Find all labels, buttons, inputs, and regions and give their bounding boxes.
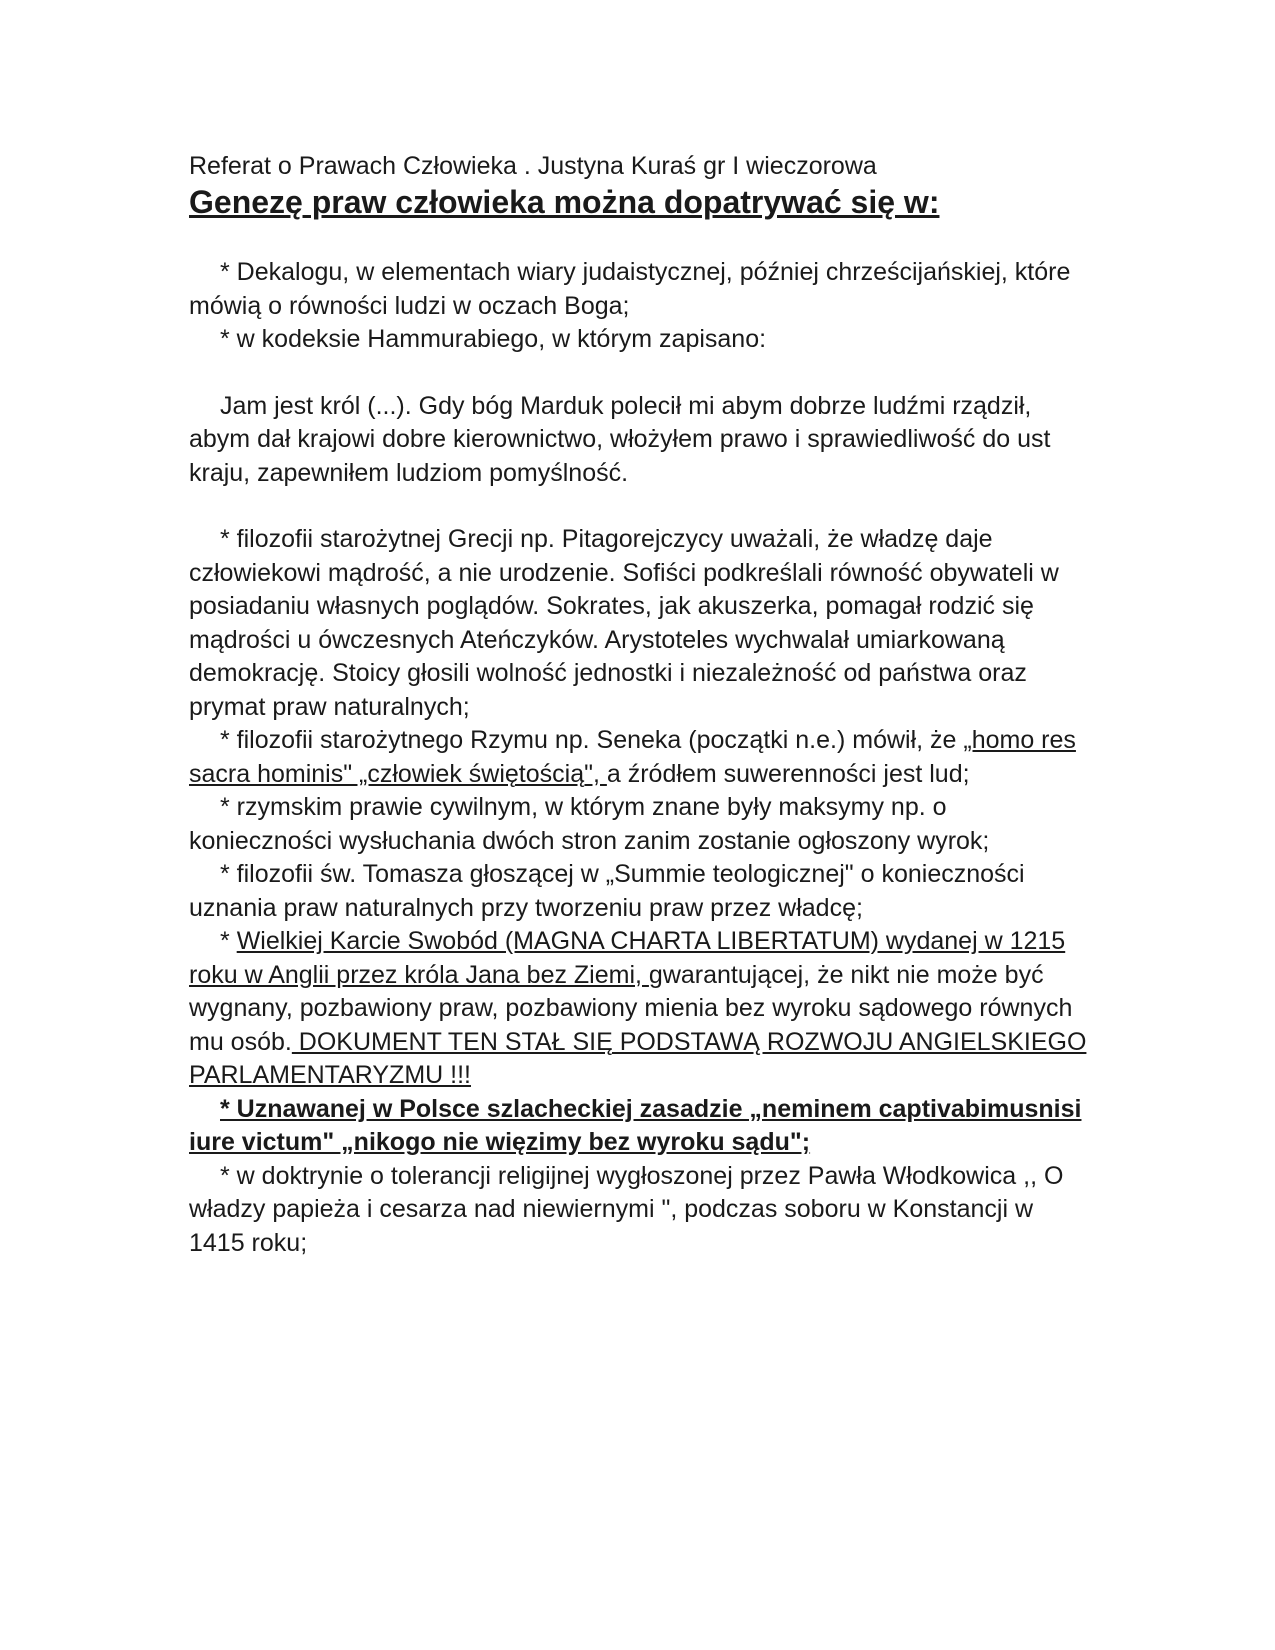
document-header: Referat o Prawach Człowieka . Justyna Kuraś gr I wieczorowa [189, 152, 877, 180]
spacer [189, 490, 1094, 523]
paragraph-magna-charta [189, 925, 1094, 1093]
paragraph-prawo-cywilne: * rzymskim prawie cywilnym, w którym znane były maksymy np. o konieczności wysłuchania dwóch stron zanim zostanie ogłoszony wyrok; [189, 793, 990, 855]
paragraph-rzym [189, 724, 1094, 791]
rzym-text-start: * filozofii starożytnego Rzymu np. Seneka (początki n.e.) mówił, że [220, 726, 964, 754]
paragraph-tomasz: * filozofii św. Tomasza głoszącej w „Summie teologicznej" o konieczności uznania praw naturalnych przy tworzeniu praw przez władcę; [189, 860, 1025, 922]
magna-charta-emphasis: DOKUMENT TEN STAŁ SIĘ PODSTAWĄ ROZWOJU ANGIELSKIEGO PARLAMENTARYZMU !!! [189, 1027, 1087, 1089]
rzym-text-end: a źródłem suwerenności jest lud; [606, 759, 970, 788]
paragraph-wlodkowic: * w doktrynie o tolerancji religijnej wygłoszonej przez Pawła Włodkowica ,, O władzy papieża i cesarza nad niewiernymi ", podczas soboru w Konstancji w 1415 roku; [189, 1161, 1064, 1257]
page-title: Genezę praw człowieka można dopatrywać się w: [189, 184, 940, 220]
magna-charta-underlined: Wielkiej Karcie Swobód (MAGNA CHARTA LIBERTATUM) wydanej w 1215 roku w Anglii przez króla Jana bez Ziemi, [189, 927, 1066, 989]
paragraph-hammurabi: * w kodeksie Hammurabiego, w którym zapisano: [220, 325, 767, 353]
magna-charta-text: gwarantującej, że nikt nie może być wygnany, pozbawiony praw, pozbawiony mienia bez wyroku sądowego równych mu osób. [189, 960, 1073, 1056]
paragraph-dekalog: * Dekalogu, w elementach wiary judaistycznej, później chrześcijańskiej, które mówią o równości ludzi w oczach Boga; [189, 258, 1071, 320]
paragraph-grecja: * filozofii starożytnej Grecji np. Pitagorejczycy uważali, że władzę daje człowiekowi mądrość, a nie urodzenie. Sofiści podkreślali równość obywateli w posiadaniu własnych poglądów. Sokrates, jak akuszerka, pomagał rodzić się mądrości u ówczesnych Ateńczyków. Arystoteles wychwalał umiarkowaną demokrację. Stoicy głosili wolność jednostki i niezależność od państwa oraz prymat praw naturalnych; [189, 525, 1059, 721]
spacer [189, 357, 1094, 390]
rzym-quote-underlined: „homo res sacra hominis" „człowiek świętością", [189, 726, 1076, 788]
paragraph-quote: Jam jest król (...). Gdy bóg Marduk polecił mi abym dobrze ludźmi rządził, abym dał krajowi dobre kierownictwo, włożyłem prawo i sprawiedliwość do ust kraju, zapewniłem ludziom pomyślność. [189, 391, 1051, 487]
paragraph-polska: * Uznawanej w Polsce szlacheckiej zasadzie „neminem captivabimusnisi iure victum" „nikogo nie więzimy bez wyroku sądu"; [189, 1094, 1082, 1156]
magna-charta-star: * [220, 927, 237, 955]
document-page [189, 150, 1094, 1260]
